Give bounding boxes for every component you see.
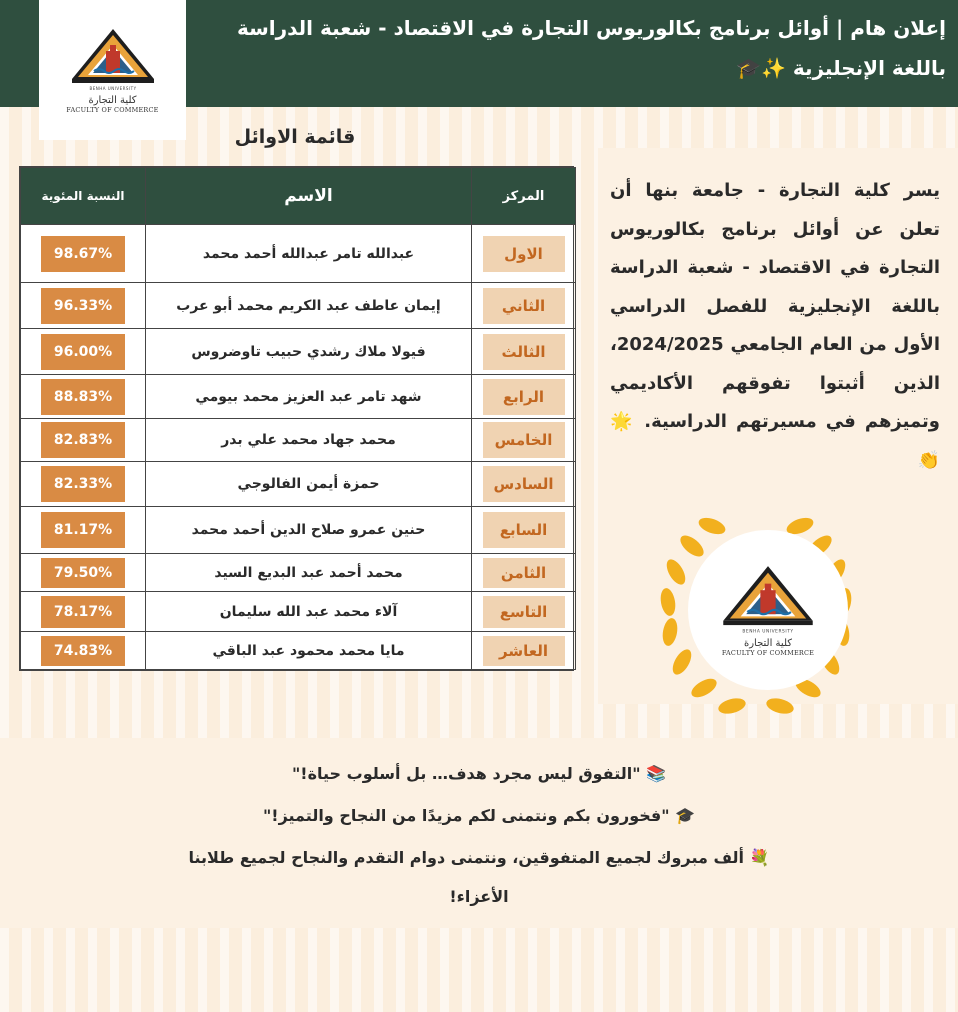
rank-label: الثالث (483, 334, 565, 370)
quote-line: 📚 "التفوق ليس مجرد هدف… بل أسلوب حياة!" (291, 764, 667, 783)
table-row (21, 225, 576, 283)
percent-cell (21, 507, 146, 554)
percent-value: 98.67% (41, 236, 125, 272)
student-name: شهد تامر عبد العزيز محمد بيومي (146, 375, 472, 419)
university-emblem-icon (70, 27, 156, 93)
header-rank: المركز (472, 168, 576, 225)
percent-value: 96.00% (41, 334, 125, 370)
university-emblem-icon (720, 564, 816, 636)
rank-cell (472, 507, 576, 554)
rank-cell (472, 225, 576, 283)
rank-cell (472, 462, 576, 507)
table-row (21, 592, 576, 632)
closing-messages (0, 738, 958, 928)
percent-cell (21, 375, 146, 419)
congrats-line: الأعزاء! (449, 887, 509, 906)
rank-label: الثامن (483, 558, 565, 588)
percent-cell (21, 632, 146, 670)
table-row (21, 554, 576, 592)
rank-label: الخامس (483, 422, 565, 458)
table-row (21, 329, 576, 375)
logo-ring-text: BENHA UNIVERSITY (742, 629, 794, 635)
rank-label: العاشر (483, 636, 565, 666)
percent-value: 88.83% (41, 379, 125, 415)
percent-cell (21, 419, 146, 462)
percent-cell (21, 329, 146, 375)
rank-label: الرابع (483, 379, 565, 415)
header-percent: النسبة المئوية (21, 168, 146, 225)
rank-cell (472, 375, 576, 419)
announcement-title: إعلان هام | أوائل برنامج بكالوريوس التجارة في الاقتصاد - شعبة الدراسة باللغة الإنجليزية ✨🎓 (236, 16, 946, 80)
rank-cell (472, 632, 576, 670)
table-row (21, 375, 576, 419)
logo-label-english: FACULTY OF COMMERCE (721, 648, 815, 657)
percent-cell (21, 225, 146, 283)
percent-value: 82.33% (41, 466, 125, 502)
top-students-table (19, 166, 574, 671)
student-name: مايا محمد محمود عبد الباقي (146, 632, 472, 670)
rank-label: التاسع (483, 596, 565, 628)
student-name: حنين عمرو صلاح الدين أحمد محمد (146, 507, 472, 554)
rank-label: الاول (483, 236, 565, 272)
header-name: الاسم (146, 168, 472, 225)
percent-value: 96.33% (41, 288, 125, 324)
student-name: حمزة أيمن الفالوجي (146, 462, 472, 507)
student-name: إيمان عاطف عبد الكريم محمد أبو عرب (146, 283, 472, 329)
percent-value: 82.83% (41, 422, 125, 458)
student-name: فيولا ملاك رشدي حبيب تاوضروس (146, 329, 472, 375)
percent-value: 78.17% (41, 596, 125, 628)
percent-value: 79.50% (41, 558, 125, 588)
student-name: عبدالله تامر عبدالله أحمد محمد (146, 225, 472, 283)
faculty-logo-large (688, 530, 848, 690)
logo-label-english: FACULTY OF COMMERCE (66, 105, 159, 114)
table-row (21, 419, 576, 462)
rank-cell (472, 329, 576, 375)
percent-cell (21, 462, 146, 507)
student-name: محمد أحمد عبد البديع السيد (146, 554, 472, 592)
table-row (21, 283, 576, 329)
percent-value: 74.83% (41, 636, 125, 666)
percent-cell (21, 592, 146, 632)
rank-cell (472, 592, 576, 632)
percent-cell (21, 554, 146, 592)
table-header-row (21, 168, 576, 225)
student-name: آلاء محمد عبد الله سليمان (146, 592, 472, 632)
logo-label-arabic: كلية التجارة (88, 94, 137, 106)
congrats-line: 💐 ألف مبروك لجميع المتفوقين، ونتمنى دوام التقدم والنجاح لجميع طلابنا (188, 848, 770, 867)
student-name: محمد جهاد محمد علي بدر (146, 419, 472, 462)
table-row (21, 632, 576, 670)
percent-cell (21, 283, 146, 329)
rank-label: السادس (483, 466, 565, 502)
quote-line: 🎓 "فخورون بكم ونتمنى لكم مزيدًا من النجاح والتميز!" (262, 806, 696, 825)
rank-cell (472, 554, 576, 592)
rank-cell (472, 283, 576, 329)
logo-ring-text: BENHA UNIVERSITY (88, 85, 137, 91)
logo-label-arabic: كلية التجارة (743, 637, 793, 649)
rank-cell (472, 419, 576, 462)
percent-value: 81.17% (41, 512, 125, 548)
announcement-body: يسر كلية التجارة - جامعة بنها أن تعلن عن أوائل برنامج بكالوريوس التجارة في الاقتصاد - شعبة الدراسة باللغة الإنجليزية للفصل الدراسي الأول من العام الجامعي 2024/2025، الذين أثبتوا تفوقهم الأكاديمي وتميزهم في مسيرتهم الدراسية. 🌟👏 (610, 180, 940, 471)
rank-label: الثاني (483, 288, 565, 324)
rank-label: السابع (483, 512, 565, 548)
list-title: قائمة الاوائل (234, 126, 356, 148)
table-row (21, 507, 576, 554)
faculty-logo (39, 0, 186, 140)
table-row (21, 462, 576, 507)
